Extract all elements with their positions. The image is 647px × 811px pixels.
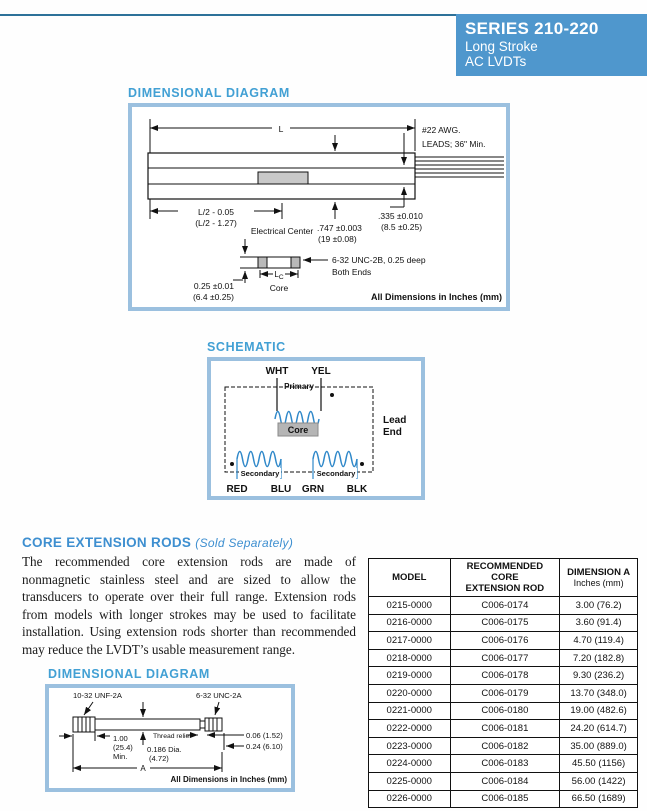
core-extension-rods-heading (22, 535, 293, 550)
dimensional-diagram-1 (128, 103, 510, 311)
lead-wht-label: WHT (265, 366, 289, 377)
lead-red-label: RED (226, 484, 248, 495)
table-cell: 9.30 (236.2) (560, 667, 638, 685)
dim-100-mm: (25.4) (113, 743, 133, 752)
dim-L-label: L (278, 124, 284, 134)
table-cell: 66.50 (1689) (560, 790, 638, 808)
table-cell: C006-0177 (450, 649, 560, 667)
core-extension-rods-paragraph: The recommended core extension rods are made of nonmagnetic stainless steel and are sized to allow the transducers to operate over their full range. Extension rods from models with longer strokes may be used to facilitate installation. Using extension rods shorter than recommended may reduce the LVDT’s usable measurement range. (22, 554, 356, 657)
table-row (369, 597, 638, 615)
secondary-right-phase-dot (360, 462, 364, 466)
unc-thread-label: 6-32 UNC-2A (196, 691, 242, 700)
lead-blu-label: BLU (270, 484, 292, 495)
table-row (369, 790, 638, 808)
table-cell: C006-0184 (450, 772, 560, 790)
table-row (369, 649, 638, 667)
heading-text: CORE EXTENSION RODS (22, 535, 192, 550)
dim-100-in: 1.00 (113, 734, 128, 743)
table-row (369, 737, 638, 755)
table-cell: 45.50 (1156) (560, 755, 638, 773)
table-cell: 0225-0000 (369, 772, 451, 790)
lead-end-label-1: Lead (383, 415, 407, 426)
dim-025-in: 0.25 ±0.01 (193, 281, 234, 291)
table-cell: 24.20 (614.7) (560, 720, 638, 738)
lead-yel-label: YEL (311, 366, 331, 377)
core-label: Core (269, 283, 289, 293)
table-row (369, 684, 638, 702)
table-cell: C006-0183 (450, 755, 560, 773)
table-cell: 0218-0000 (369, 649, 451, 667)
lead-end-label-2: End (383, 427, 402, 438)
col-header-model: MODEL (369, 559, 451, 597)
table-cell: 35.00 (889.0) (560, 737, 638, 755)
table-row (369, 632, 638, 650)
thread-spec-1: 6-32 UNC-2B, 0.25 deep (332, 255, 426, 265)
table-cell: 3.60 (91.4) (560, 614, 638, 632)
table-cell: 0219-0000 (369, 667, 451, 685)
all-dimensions-note: All Dimensions in Inches (mm) (170, 775, 287, 784)
col-header-rod: RECOMMENDED CORE EXTENSION ROD (450, 559, 560, 597)
table-cell: 56.00 (1422) (560, 772, 638, 790)
table-row (369, 614, 638, 632)
thread-relief-label: Thread relief (153, 733, 192, 740)
lead-grn-label: GRN (301, 484, 325, 495)
lvdt-schematic-drawing (211, 361, 421, 496)
dim-dia-mm: (4.72) (149, 754, 169, 763)
dim-Lc-label: $L_C$ (274, 270, 284, 281)
secondary-right-label: Secondary (316, 469, 356, 478)
series-subtitle-2: AC LVDTs (465, 54, 527, 69)
table-cell: 0223-0000 (369, 737, 451, 755)
dim-L2-in: L/2 - 0.05 (198, 207, 234, 217)
series-title: SERIES 210-220 (465, 19, 599, 38)
sold-separately-note: (Sold Separately) (195, 536, 294, 550)
table-cell: 0221-0000 (369, 702, 451, 720)
table-cell: 0226-0000 (369, 790, 451, 808)
dim-100-min: Min. (113, 752, 128, 761)
primary-label: Primary (284, 382, 314, 391)
awg-label-1: #22 AWG. (422, 125, 461, 135)
table-cell: C006-0182 (450, 737, 560, 755)
schematic-diagram (207, 357, 425, 500)
dim-335-in: .335 ±0.010 (378, 211, 423, 221)
col-header-dimension-a: DIMENSION A Inches (mm) (560, 559, 638, 597)
table-cell: C006-0174 (450, 597, 560, 615)
table-row (369, 755, 638, 773)
dim-335-mm: (8.5 ±0.25) (381, 222, 423, 232)
table-cell: 4.70 (119.4) (560, 632, 638, 650)
table-cell: 7.20 (182.8) (560, 649, 638, 667)
table-cell: 0215-0000 (369, 597, 451, 615)
table-cell: C006-0179 (450, 684, 560, 702)
table-cell: C006-0178 (450, 667, 560, 685)
dim-747-in: .747 ±0.003 (317, 223, 362, 233)
lead-blk-label: BLK (346, 484, 368, 495)
table-cell: C006-0175 (450, 614, 560, 632)
table-cell: 3.00 (76.2) (560, 597, 638, 615)
table-header-row (369, 559, 638, 597)
table-cell: 0217-0000 (369, 632, 451, 650)
top-rule (0, 14, 457, 16)
dim-025-mm: (6.4 ±0.25) (192, 292, 234, 302)
unf-thread-label: 10-32 UNF-2A (73, 691, 122, 700)
table-cell: 0216-0000 (369, 614, 451, 632)
dimensional-diagram-2-title: DIMENSIONAL DIAGRAM (48, 667, 210, 681)
secondary-coil-right (313, 452, 357, 467)
table-cell: C006-0185 (450, 790, 560, 808)
table-cell: C006-0180 (450, 702, 560, 720)
dim-024: 0.24 (6.10) (246, 742, 283, 751)
table-cell: C006-0176 (450, 632, 560, 650)
lvdt-dimension-drawing (132, 107, 506, 307)
dim-L2-mm: (L/2 - 1.27) (195, 218, 237, 228)
table-cell: 0224-0000 (369, 755, 451, 773)
extension-rod-drawing (49, 688, 291, 788)
series-subtitle-1: Long Stroke (465, 39, 538, 54)
table-row (369, 772, 638, 790)
table-row (369, 667, 638, 685)
table-cell: 0220-0000 (369, 684, 451, 702)
secondary-coil-left (237, 452, 281, 467)
secondary-left-phase-dot (230, 462, 234, 466)
primary-phase-dot (330, 393, 334, 397)
secondary-left-label: Secondary (240, 469, 280, 478)
table-cell: 19.00 (482.6) (560, 702, 638, 720)
awg-label-2: LEADS; 36" Min. (422, 139, 486, 149)
schematic-title: SCHEMATIC (207, 340, 286, 354)
all-dimensions-note: All Dimensions in Inches (mm) (370, 292, 502, 302)
dim-dia-in: 0.186 Dia. (147, 745, 182, 754)
table-cell: C006-0181 (450, 720, 560, 738)
core-extension-rods-table (368, 558, 638, 808)
dimensional-diagram-2 (45, 684, 295, 792)
thread-spec-2: Both Ends (332, 267, 372, 277)
table-row (369, 702, 638, 720)
table-cell: 13.70 (348.0) (560, 684, 638, 702)
table-cell: 0222-0000 (369, 720, 451, 738)
electrical-center-label: Electrical Center (250, 226, 314, 236)
dim-747-mm: (19 ±0.08) (318, 234, 357, 244)
dim-A-label: A (140, 764, 146, 773)
dimensional-diagram-1-title: DIMENSIONAL DIAGRAM (128, 86, 290, 100)
series-header (456, 14, 647, 76)
dim-006: 0.06 (1.52) (246, 731, 283, 740)
table-row (369, 720, 638, 738)
core-label: Core (287, 425, 309, 435)
